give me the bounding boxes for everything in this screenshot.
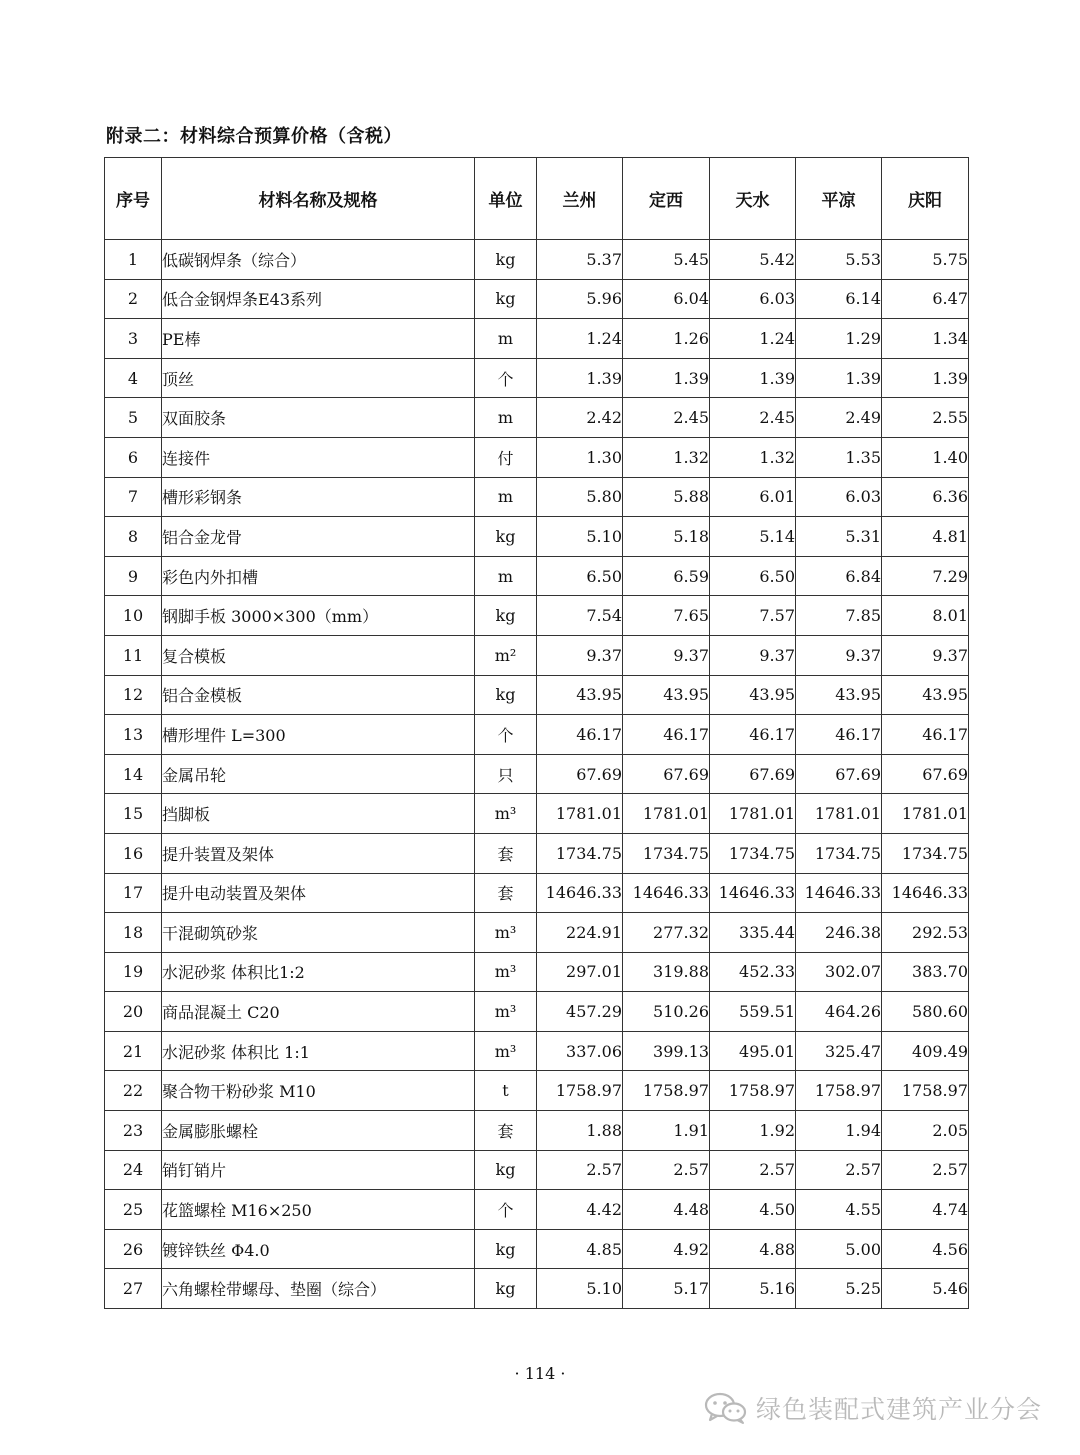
price-lanzhou: 14646.33 bbox=[537, 873, 623, 913]
row-unit: 套 bbox=[475, 833, 537, 873]
row-seq: 18 bbox=[105, 913, 162, 953]
row-seq: 25 bbox=[105, 1190, 162, 1230]
price-qingyang: 4.56 bbox=[882, 1229, 969, 1269]
price-qingyang: 580.60 bbox=[882, 992, 969, 1032]
price-qingyang: 6.36 bbox=[882, 477, 969, 517]
price-dingxi: 1.26 bbox=[623, 319, 710, 359]
price-lanzhou: 1781.01 bbox=[537, 794, 623, 834]
row-seq: 26 bbox=[105, 1229, 162, 1269]
table-row bbox=[105, 952, 969, 992]
price-dingxi: 6.59 bbox=[623, 556, 710, 596]
row-unit: m bbox=[475, 398, 537, 438]
row-material-name: 提升电动装置及架体 bbox=[162, 873, 475, 913]
price-qingyang: 4.81 bbox=[882, 517, 969, 557]
price-dingxi: 1.39 bbox=[623, 358, 710, 398]
row-material-name: 金属膨胀螺栓 bbox=[162, 1111, 475, 1151]
price-pingliang: 5.00 bbox=[796, 1229, 882, 1269]
header-lanzhou: 兰州 bbox=[537, 158, 623, 240]
row-seq: 13 bbox=[105, 715, 162, 755]
price-tianshui: 495.01 bbox=[710, 1031, 796, 1071]
table-row bbox=[105, 437, 969, 477]
price-lanzhou: 67.69 bbox=[537, 754, 623, 794]
price-lanzhou: 46.17 bbox=[537, 715, 623, 755]
price-pingliang: 1781.01 bbox=[796, 794, 882, 834]
price-lanzhou: 4.85 bbox=[537, 1229, 623, 1269]
row-unit: 付 bbox=[475, 437, 537, 477]
header-qingyang: 庆阳 bbox=[882, 158, 969, 240]
price-dingxi: 9.37 bbox=[623, 635, 710, 675]
price-qingyang: 8.01 bbox=[882, 596, 969, 636]
price-tianshui: 67.69 bbox=[710, 754, 796, 794]
table-body bbox=[105, 240, 969, 1309]
price-lanzhou: 1.24 bbox=[537, 319, 623, 359]
price-qingyang: 43.95 bbox=[882, 675, 969, 715]
price-lanzhou: 5.37 bbox=[537, 240, 623, 280]
row-material-name: PE棒 bbox=[162, 319, 475, 359]
row-unit: kg bbox=[475, 1229, 537, 1269]
price-tianshui: 335.44 bbox=[710, 913, 796, 953]
row-material-name: 镀锌铁丝 Φ4.0 bbox=[162, 1229, 475, 1269]
price-tianshui: 1.24 bbox=[710, 319, 796, 359]
price-dingxi: 319.88 bbox=[623, 952, 710, 992]
price-qingyang: 409.49 bbox=[882, 1031, 969, 1071]
price-tianshui: 4.50 bbox=[710, 1190, 796, 1230]
price-qingyang: 6.47 bbox=[882, 279, 969, 319]
row-seq: 16 bbox=[105, 833, 162, 873]
watermark bbox=[704, 1388, 1042, 1428]
row-seq: 24 bbox=[105, 1150, 162, 1190]
row-seq: 27 bbox=[105, 1269, 162, 1309]
row-material-name: 连接件 bbox=[162, 437, 475, 477]
price-tianshui: 14646.33 bbox=[710, 873, 796, 913]
price-dingxi: 5.45 bbox=[623, 240, 710, 280]
price-qingyang: 46.17 bbox=[882, 715, 969, 755]
price-lanzhou: 1758.97 bbox=[537, 1071, 623, 1111]
table-row bbox=[105, 477, 969, 517]
row-seq: 6 bbox=[105, 437, 162, 477]
price-tianshui: 7.57 bbox=[710, 596, 796, 636]
row-unit: m³ bbox=[475, 1031, 537, 1071]
table-row bbox=[105, 873, 969, 913]
row-material-name: 提升装置及架体 bbox=[162, 833, 475, 873]
price-pingliang: 5.53 bbox=[796, 240, 882, 280]
price-qingyang: 4.74 bbox=[882, 1190, 969, 1230]
header-unit: 单位 bbox=[475, 158, 537, 240]
price-pingliang: 5.31 bbox=[796, 517, 882, 557]
row-material-name: 水泥砂浆 体积比 1:1 bbox=[162, 1031, 475, 1071]
row-seq: 7 bbox=[105, 477, 162, 517]
row-unit: m³ bbox=[475, 992, 537, 1032]
header-dingxi: 定西 bbox=[623, 158, 710, 240]
price-qingyang: 9.37 bbox=[882, 635, 969, 675]
price-dingxi: 1.32 bbox=[623, 437, 710, 477]
price-qingyang: 2.05 bbox=[882, 1111, 969, 1151]
price-lanzhou: 337.06 bbox=[537, 1031, 623, 1071]
table-row bbox=[105, 715, 969, 755]
row-seq: 23 bbox=[105, 1111, 162, 1151]
price-dingxi: 46.17 bbox=[623, 715, 710, 755]
price-lanzhou: 1.88 bbox=[537, 1111, 623, 1151]
price-qingyang: 5.75 bbox=[882, 240, 969, 280]
row-seq: 21 bbox=[105, 1031, 162, 1071]
row-unit: m³ bbox=[475, 794, 537, 834]
price-lanzhou: 43.95 bbox=[537, 675, 623, 715]
price-lanzhou: 5.10 bbox=[537, 517, 623, 557]
row-material-name: 槽形埋件 L=300 bbox=[162, 715, 475, 755]
price-tianshui: 1758.97 bbox=[710, 1071, 796, 1111]
price-lanzhou: 1.39 bbox=[537, 358, 623, 398]
row-material-name: 彩色内外扣槽 bbox=[162, 556, 475, 596]
row-unit: kg bbox=[475, 240, 537, 280]
row-material-name: 顶丝 bbox=[162, 358, 475, 398]
price-tianshui: 452.33 bbox=[710, 952, 796, 992]
material-price-table bbox=[104, 157, 969, 1309]
row-seq: 1 bbox=[105, 240, 162, 280]
wechat-icon bbox=[704, 1392, 748, 1424]
row-unit: 个 bbox=[475, 715, 537, 755]
row-unit: 套 bbox=[475, 873, 537, 913]
table-row bbox=[105, 1071, 969, 1111]
row-seq: 11 bbox=[105, 635, 162, 675]
price-qingyang: 383.70 bbox=[882, 952, 969, 992]
price-qingyang: 1.34 bbox=[882, 319, 969, 359]
row-unit: kg bbox=[475, 279, 537, 319]
price-pingliang: 67.69 bbox=[796, 754, 882, 794]
row-unit: m³ bbox=[475, 913, 537, 953]
price-tianshui: 6.50 bbox=[710, 556, 796, 596]
price-dingxi: 510.26 bbox=[623, 992, 710, 1032]
price-qingyang: 1.39 bbox=[882, 358, 969, 398]
price-lanzhou: 2.42 bbox=[537, 398, 623, 438]
row-material-name: 槽形彩钢条 bbox=[162, 477, 475, 517]
price-qingyang: 1734.75 bbox=[882, 833, 969, 873]
price-lanzhou: 5.80 bbox=[537, 477, 623, 517]
price-qingyang: 2.55 bbox=[882, 398, 969, 438]
price-qingyang: 1758.97 bbox=[882, 1071, 969, 1111]
row-unit: kg bbox=[475, 675, 537, 715]
row-seq: 9 bbox=[105, 556, 162, 596]
price-lanzhou: 1.30 bbox=[537, 437, 623, 477]
price-lanzhou: 6.50 bbox=[537, 556, 623, 596]
price-tianshui: 1734.75 bbox=[710, 833, 796, 873]
table-row bbox=[105, 1229, 969, 1269]
price-pingliang: 6.14 bbox=[796, 279, 882, 319]
price-pingliang: 464.26 bbox=[796, 992, 882, 1032]
price-pingliang: 1734.75 bbox=[796, 833, 882, 873]
price-pingliang: 6.84 bbox=[796, 556, 882, 596]
price-dingxi: 2.45 bbox=[623, 398, 710, 438]
table-row bbox=[105, 1269, 969, 1309]
table-row bbox=[105, 596, 969, 636]
row-material-name: 双面胶条 bbox=[162, 398, 475, 438]
price-tianshui: 5.16 bbox=[710, 1269, 796, 1309]
table-row bbox=[105, 279, 969, 319]
price-qingyang: 1.40 bbox=[882, 437, 969, 477]
price-dingxi: 43.95 bbox=[623, 675, 710, 715]
row-unit: m bbox=[475, 477, 537, 517]
price-pingliang: 1758.97 bbox=[796, 1071, 882, 1111]
row-seq: 15 bbox=[105, 794, 162, 834]
price-tianshui: 4.88 bbox=[710, 1229, 796, 1269]
price-lanzhou: 457.29 bbox=[537, 992, 623, 1032]
price-pingliang: 43.95 bbox=[796, 675, 882, 715]
price-dingxi: 2.57 bbox=[623, 1150, 710, 1190]
row-material-name: 水泥砂浆 体积比1:2 bbox=[162, 952, 475, 992]
row-material-name: 铝合金龙骨 bbox=[162, 517, 475, 557]
price-pingliang: 2.57 bbox=[796, 1150, 882, 1190]
price-dingxi: 6.04 bbox=[623, 279, 710, 319]
price-pingliang: 246.38 bbox=[796, 913, 882, 953]
watermark-text: 绿色装配式建筑产业分会 bbox=[756, 1395, 1043, 1424]
row-material-name: 花篮螺栓 M16×250 bbox=[162, 1190, 475, 1230]
row-unit: kg bbox=[475, 596, 537, 636]
price-qingyang: 5.46 bbox=[882, 1269, 969, 1309]
price-pingliang: 1.94 bbox=[796, 1111, 882, 1151]
row-seq: 20 bbox=[105, 992, 162, 1032]
header-seq: 序号 bbox=[105, 158, 162, 240]
header-tianshui: 天水 bbox=[710, 158, 796, 240]
price-lanzhou: 5.96 bbox=[537, 279, 623, 319]
price-dingxi: 5.18 bbox=[623, 517, 710, 557]
price-dingxi: 1758.97 bbox=[623, 1071, 710, 1111]
row-unit: kg bbox=[475, 517, 537, 557]
price-dingxi: 14646.33 bbox=[623, 873, 710, 913]
row-unit: kg bbox=[475, 1269, 537, 1309]
table-row bbox=[105, 556, 969, 596]
price-lanzhou: 4.42 bbox=[537, 1190, 623, 1230]
row-material-name: 干混砌筑砂浆 bbox=[162, 913, 475, 953]
price-qingyang: 7.29 bbox=[882, 556, 969, 596]
price-tianshui: 1781.01 bbox=[710, 794, 796, 834]
price-lanzhou: 5.10 bbox=[537, 1269, 623, 1309]
appendix-title: 附录二：材料综合预算价格（含税） bbox=[106, 126, 402, 147]
row-material-name: 低合金钢焊条E43系列 bbox=[162, 279, 475, 319]
price-lanzhou: 2.57 bbox=[537, 1150, 623, 1190]
price-dingxi: 4.48 bbox=[623, 1190, 710, 1230]
table-row bbox=[105, 1111, 969, 1151]
table-row bbox=[105, 635, 969, 675]
price-tianshui: 559.51 bbox=[710, 992, 796, 1032]
price-pingliang: 2.49 bbox=[796, 398, 882, 438]
table-row bbox=[105, 1190, 969, 1230]
row-seq: 5 bbox=[105, 398, 162, 438]
row-material-name: 低碳钢焊条（综合） bbox=[162, 240, 475, 280]
price-tianshui: 9.37 bbox=[710, 635, 796, 675]
price-dingxi: 277.32 bbox=[623, 913, 710, 953]
row-material-name: 聚合物干粉砂浆 M10 bbox=[162, 1071, 475, 1111]
row-material-name: 复合模板 bbox=[162, 635, 475, 675]
row-unit: t bbox=[475, 1071, 537, 1111]
row-unit: 套 bbox=[475, 1111, 537, 1151]
price-qingyang: 1781.01 bbox=[882, 794, 969, 834]
price-lanzhou: 9.37 bbox=[537, 635, 623, 675]
price-dingxi: 1781.01 bbox=[623, 794, 710, 834]
price-dingxi: 4.92 bbox=[623, 1229, 710, 1269]
price-pingliang: 4.55 bbox=[796, 1190, 882, 1230]
row-unit: m bbox=[475, 556, 537, 596]
row-material-name: 金属吊轮 bbox=[162, 754, 475, 794]
price-lanzhou: 224.91 bbox=[537, 913, 623, 953]
price-tianshui: 43.95 bbox=[710, 675, 796, 715]
row-unit: 个 bbox=[475, 358, 537, 398]
table-header-row bbox=[105, 158, 969, 240]
header-material-name: 材料名称及规格 bbox=[162, 158, 475, 240]
row-seq: 4 bbox=[105, 358, 162, 398]
row-seq: 3 bbox=[105, 319, 162, 359]
row-unit: kg bbox=[475, 1150, 537, 1190]
row-seq: 17 bbox=[105, 873, 162, 913]
table-row bbox=[105, 240, 969, 280]
header-pingliang: 平凉 bbox=[796, 158, 882, 240]
table-row bbox=[105, 1150, 969, 1190]
row-material-name: 钢脚手板 3000×300（mm） bbox=[162, 596, 475, 636]
price-tianshui: 6.01 bbox=[710, 477, 796, 517]
price-tianshui: 46.17 bbox=[710, 715, 796, 755]
price-dingxi: 399.13 bbox=[623, 1031, 710, 1071]
price-lanzhou: 1734.75 bbox=[537, 833, 623, 873]
row-material-name: 铝合金模板 bbox=[162, 675, 475, 715]
price-dingxi: 1.91 bbox=[623, 1111, 710, 1151]
price-tianshui: 1.32 bbox=[710, 437, 796, 477]
row-unit: m³ bbox=[475, 952, 537, 992]
row-unit: m² bbox=[475, 635, 537, 675]
row-material-name: 销钉销片 bbox=[162, 1150, 475, 1190]
price-pingliang: 1.35 bbox=[796, 437, 882, 477]
table-row bbox=[105, 319, 969, 359]
price-dingxi: 67.69 bbox=[623, 754, 710, 794]
row-seq: 19 bbox=[105, 952, 162, 992]
price-dingxi: 5.88 bbox=[623, 477, 710, 517]
table-row bbox=[105, 992, 969, 1032]
price-tianshui: 6.03 bbox=[710, 279, 796, 319]
table-row bbox=[105, 913, 969, 953]
price-pingliang: 1.29 bbox=[796, 319, 882, 359]
price-pingliang: 325.47 bbox=[796, 1031, 882, 1071]
row-material-name: 商品混凝土 C20 bbox=[162, 992, 475, 1032]
row-unit: m bbox=[475, 319, 537, 359]
table-row bbox=[105, 517, 969, 557]
row-seq: 2 bbox=[105, 279, 162, 319]
price-qingyang: 14646.33 bbox=[882, 873, 969, 913]
price-qingyang: 2.57 bbox=[882, 1150, 969, 1190]
price-dingxi: 7.65 bbox=[623, 596, 710, 636]
price-pingliang: 46.17 bbox=[796, 715, 882, 755]
price-pingliang: 7.85 bbox=[796, 596, 882, 636]
price-dingxi: 5.17 bbox=[623, 1269, 710, 1309]
price-tianshui: 1.92 bbox=[710, 1111, 796, 1151]
row-unit: 个 bbox=[475, 1190, 537, 1230]
price-pingliang: 6.03 bbox=[796, 477, 882, 517]
price-pingliang: 9.37 bbox=[796, 635, 882, 675]
price-tianshui: 2.45 bbox=[710, 398, 796, 438]
price-pingliang: 5.25 bbox=[796, 1269, 882, 1309]
row-material-name: 挡脚板 bbox=[162, 794, 475, 834]
price-tianshui: 2.57 bbox=[710, 1150, 796, 1190]
page-number: · 114 · bbox=[514, 1364, 566, 1383]
price-tianshui: 5.14 bbox=[710, 517, 796, 557]
table-row bbox=[105, 1031, 969, 1071]
table-row bbox=[105, 833, 969, 873]
price-tianshui: 5.42 bbox=[710, 240, 796, 280]
price-pingliang: 14646.33 bbox=[796, 873, 882, 913]
row-material-name: 六角螺栓带螺母、垫圈（综合） bbox=[162, 1269, 475, 1309]
row-seq: 10 bbox=[105, 596, 162, 636]
row-seq: 12 bbox=[105, 675, 162, 715]
row-unit: 只 bbox=[475, 754, 537, 794]
price-pingliang: 1.39 bbox=[796, 358, 882, 398]
table-row bbox=[105, 358, 969, 398]
price-pingliang: 302.07 bbox=[796, 952, 882, 992]
table-row bbox=[105, 675, 969, 715]
row-seq: 14 bbox=[105, 754, 162, 794]
table-row bbox=[105, 754, 969, 794]
price-qingyang: 67.69 bbox=[882, 754, 969, 794]
price-dingxi: 1734.75 bbox=[623, 833, 710, 873]
row-seq: 8 bbox=[105, 517, 162, 557]
price-lanzhou: 7.54 bbox=[537, 596, 623, 636]
row-seq: 22 bbox=[105, 1071, 162, 1111]
table-row bbox=[105, 794, 969, 834]
price-lanzhou: 297.01 bbox=[537, 952, 623, 992]
price-tianshui: 1.39 bbox=[710, 358, 796, 398]
table-row bbox=[105, 398, 969, 438]
price-qingyang: 292.53 bbox=[882, 913, 969, 953]
